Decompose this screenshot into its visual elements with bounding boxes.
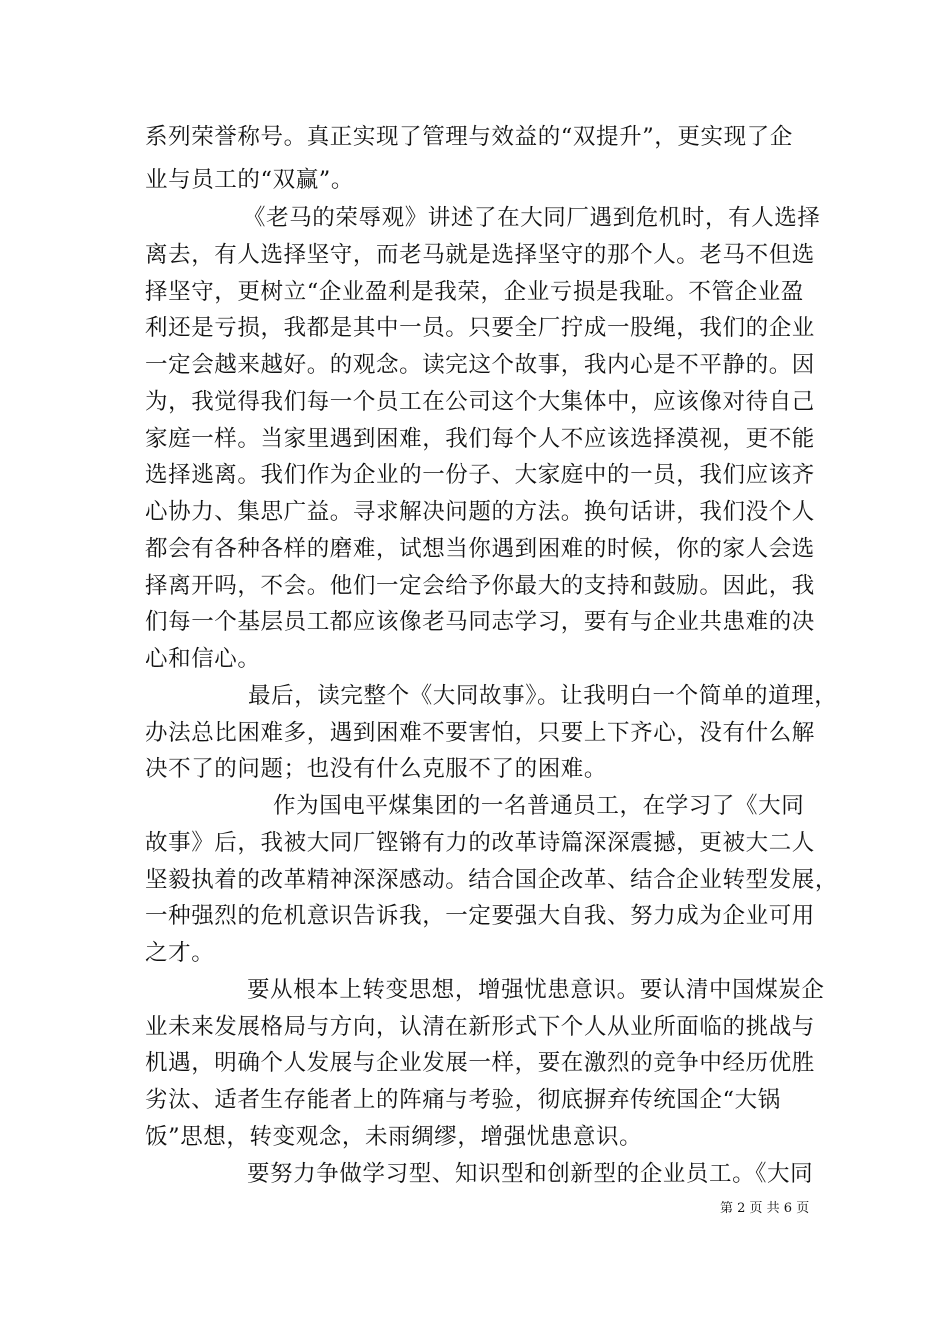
- text-line: 系列荣誉称号。真正实现了管理与效益的“双提升”，更实现了企: [145, 124, 793, 150]
- text-line: 利还是亏损，我都是其中一员。只要全厂拧成一股绳，我们的企业: [145, 315, 815, 341]
- text-line: 为，我觉得我们每一个员工在公司这个大集体中，应该像对待自己: [145, 389, 815, 415]
- text-line: 业未来发展格局与方向，认清在新形式下个人从业所面临的挑战与: [145, 1014, 815, 1040]
- text-line: 择坚守，更树立“企业盈利是我荣，企业亏损是我耻。不管企业盈: [145, 279, 804, 305]
- page-number-footer: 第 2 页 共 6 页: [720, 1201, 810, 1216]
- text-line: 要努力争做学习型、知识型和创新型的企业员工。《大同: [247, 1161, 814, 1187]
- text-line: 们每一个基层员工都应该像老马同志学习，要有与企业共患难的决: [145, 609, 815, 635]
- text-line: 饭”思想，转变观念，未雨绸缪，增强忧患意识。: [145, 1124, 643, 1150]
- text-line: 作为国电平煤集团的一名普通员工，在学习了《大同: [273, 793, 805, 819]
- text-line: 最后，读完整个《大同故事》。让我明白一个简单的道理，: [248, 683, 838, 709]
- text-line: 办法总比困难多，遇到困难不要害怕，只要上下齐心，没有什么解: [145, 720, 815, 746]
- text-line: 故事》后，我被大同厂铿锵有力的改革诗篇深深震撼，更被大二人: [145, 830, 815, 856]
- text-line: 都会有各种各样的磨难，试想当你遇到困难的时候，你的家人会选: [145, 536, 815, 562]
- text-line: 家庭一样。当家里遇到困难，我们每个人不应该选择漠视，更不能: [145, 426, 815, 452]
- text-line: 《老马的荣辱观》讲述了在大同厂遇到危机时，有人选择: [243, 205, 821, 231]
- text-line: 一定会越来越好。的观念。读完这个故事，我内心是不平静的。因: [145, 352, 815, 378]
- text-line: 一种强烈的危机意识告诉我，一定要强大自我、努力成为企业可用: [145, 903, 815, 929]
- text-line: 选择逃离。我们作为企业的一份子、大家庭中的一员，我们应该齐: [145, 462, 815, 488]
- text-line: 之才。: [145, 940, 215, 966]
- text-line: 心和信心。: [145, 646, 261, 672]
- text-line: 择离开吗，不会。他们一定会给予你最大的支持和鼓励。因此，我: [145, 573, 815, 599]
- text-line: 心协力、集思广益。寻求解决问题的方法。换句话讲，我们没个人: [145, 499, 815, 525]
- text-line: 决不了的问题；也没有什么克服不了的困难。: [145, 756, 608, 782]
- text-line: 离去，有人选择坚守，而老马就是选择坚守的那个人。老马不但选: [145, 242, 815, 268]
- text-line: 要从根本上转变思想，增强忧患意识。要认清中国煤炭企: [247, 977, 825, 1003]
- text-line: 坚毅执着的改革精神深深感动。结合国企改革、结合企业转型发展，: [145, 867, 839, 893]
- text-line: 劣汰、适者生存能者上的阵痛与考验，彻底摒弃传统国企“大锅: [145, 1087, 781, 1113]
- text-line: 业与员工的“双赢”。: [145, 167, 355, 193]
- text-line: 机遇，明确个人发展与企业发展一样，要在激烈的竞争中经历优胜: [145, 1050, 815, 1076]
